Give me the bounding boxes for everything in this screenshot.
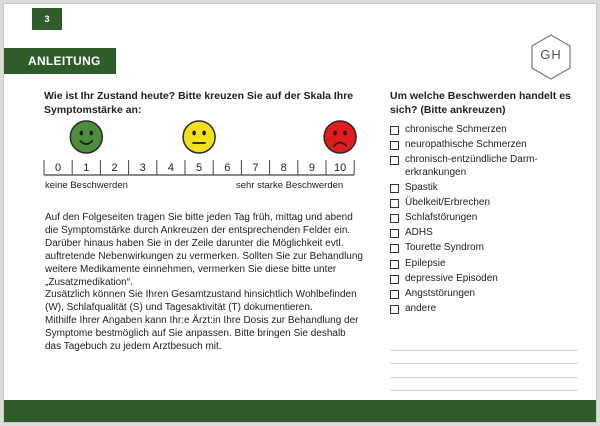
scale-question: Wie ist Ihr Zustand heute? Bitte kreuzen Sie auf der Skala Ihre Symptomstärke an:: [44, 90, 354, 116]
symptom-checkbox[interactable]: [390, 275, 399, 284]
face-neutral-icon: [183, 121, 215, 153]
scale-tick-label: 5: [196, 162, 203, 174]
page-number: 3: [32, 8, 62, 30]
symptom-item: [390, 303, 590, 316]
symptom-label: chronische Schmerzen: [405, 124, 507, 135]
symptom-item: [390, 197, 590, 210]
symptom-checkbox[interactable]: [390, 290, 399, 299]
symptom-checkbox[interactable]: [390, 214, 399, 223]
scale-tick-label: 1: [83, 162, 90, 174]
face-eye: [202, 131, 206, 136]
footer-bar: [4, 400, 597, 423]
symptom-item: [390, 124, 590, 137]
symptom-label: Tourette Syndrom: [405, 242, 484, 254]
notes-line[interactable]: [390, 337, 578, 351]
symptom-item: [390, 212, 590, 225]
face-eye: [192, 131, 196, 136]
symptom-item: [390, 273, 590, 286]
symptom-label: Epilepsie: [405, 257, 446, 269]
symptom-item: [390, 154, 590, 180]
notes-line[interactable]: [390, 378, 578, 392]
symptom-checkbox[interactable]: [390, 199, 399, 208]
diary-page: [3, 3, 597, 423]
symptom-item: [390, 139, 590, 152]
symptom-checkbox[interactable]: [390, 126, 399, 135]
symptom-label: ADHS: [405, 227, 433, 239]
symptom-checkbox[interactable]: [390, 305, 399, 314]
face-sad-icon: [324, 121, 356, 153]
scale-tick-label: 9: [308, 162, 315, 174]
symptom-item: [390, 182, 590, 195]
scale-tick-label: 2: [111, 162, 118, 174]
face-eye: [90, 131, 94, 136]
symptom-label: andere: [405, 302, 437, 314]
symptom-label: Spastik: [405, 182, 438, 194]
scale-tick-label: 3: [139, 162, 146, 174]
notes-line[interactable]: [390, 364, 578, 378]
face-happy-icon: [70, 121, 102, 153]
notes-lines: [390, 337, 578, 391]
instructions-paragraph: Zusätzlich können Sie Ihren Gesamtzustand hinsichtlich Wohlbefinden (W), Schlafqualität (S) und Tagesaktivität (T) dokumentieren.: [45, 289, 357, 314]
symptom-item: [390, 242, 590, 255]
notes-line[interactable]: [390, 351, 578, 365]
instructions-paragraph: Mithilfe Ihrer Angaben kann Ihr:e Ärzt:in Ihre Dosis zur Behandlung der Symptome bestmöglich auf Sie anpassen. Bitte bringen Sie deshalb das Tagebuch zu jedem Arztbesuch mit.: [45, 315, 359, 353]
symptom-label: Angststörungen: [405, 287, 476, 299]
scale-min-label: keine Beschwerden: [45, 180, 128, 191]
symptom-checkbox[interactable]: [390, 229, 399, 238]
symptom-label: Schlafstörungen: [405, 212, 478, 224]
face-eye: [343, 131, 347, 136]
symptom-checkbox[interactable]: [390, 244, 399, 253]
symptom-label: depressive Episoden: [405, 272, 498, 284]
scale-tick-label: 7: [252, 162, 259, 174]
symptom-item: [390, 258, 590, 271]
section-banner: ANLEITUNG: [4, 48, 116, 74]
instructions-text: [45, 212, 363, 354]
symptom-checklist: [390, 124, 590, 318]
scale-tick-label: 8: [280, 162, 287, 174]
face-eye: [80, 131, 84, 136]
symptom-label: neuropathische Schmerzen: [405, 139, 527, 151]
symptom-label: chronisch-entzündliche Darm- erkrankungen: [405, 154, 538, 178]
symptom-checkbox[interactable]: [390, 184, 399, 193]
symptom-checkbox[interactable]: [390, 156, 399, 165]
symptom-checkbox[interactable]: [390, 260, 399, 269]
scale-max-label: sehr starke Beschwerden: [236, 180, 344, 191]
scale-tick-label: 4: [167, 162, 174, 174]
symptom-item: [390, 288, 590, 301]
logo-text: GH: [540, 47, 562, 62]
scale-tick-label: 0: [55, 162, 62, 174]
face-eye: [333, 131, 337, 136]
symptom-checkbox[interactable]: [390, 141, 399, 150]
symptom-label: Übelkeit/Erbrechen: [405, 197, 491, 209]
symptom-question: Um welche Beschwerden handelt es sich? (Bitte ankreuzen): [390, 90, 571, 116]
scale-tick-label: 6: [224, 162, 231, 174]
instructions-paragraph: Auf den Folgeseiten tragen Sie bitte jeden Tag früh, mittag und abend die Symptomstärke durch Ankreuzen der entsprechenden Felder ein. Darüber hinaus haben Sie in der Zeile darunter die Möglichkeit evtl. auftretende Nebenwirkungen zu vermerken. Sollten Sie zur Behandlung weitere Medikamente einnehmen, vermerken Sie diese bitte unter „Zusatzmedikation“.: [45, 212, 363, 288]
scale-tick-label: 10: [333, 162, 347, 174]
symptom-item: [390, 227, 590, 240]
